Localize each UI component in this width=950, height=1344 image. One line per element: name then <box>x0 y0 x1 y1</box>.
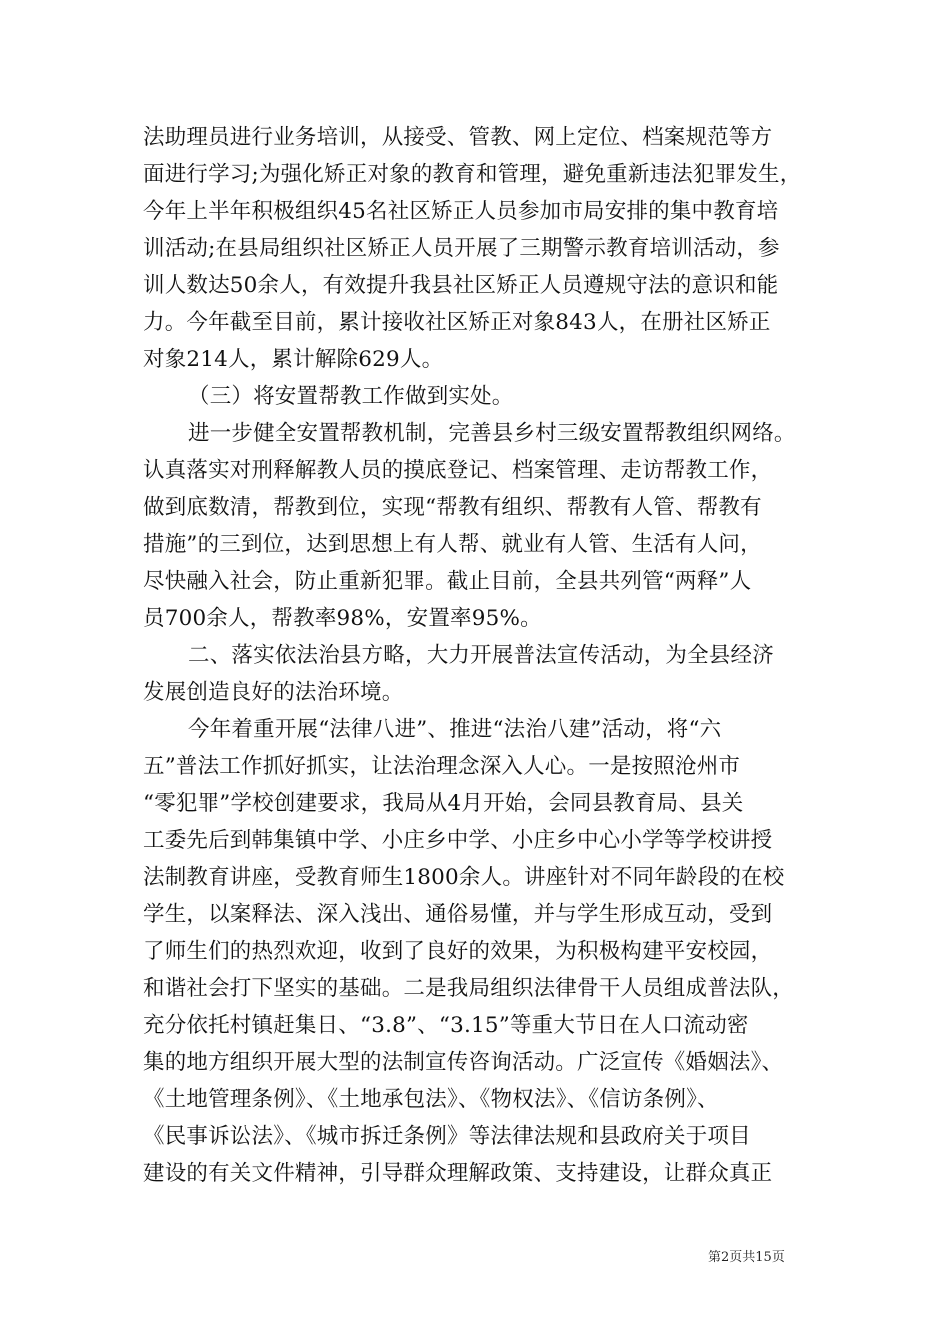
text-line: 进一步健全安置帮教机制，完善县乡村三级安置帮教组织网络。 <box>188 421 796 446</box>
text-line: 法助理员进行业务培训，从接受、管教、网上定位、档案规范等方 <box>143 125 773 150</box>
text-line: 《民事诉讼法》、《城市拆迁条例》等法律法规和县政府关于项目 <box>143 1124 751 1149</box>
text-line: 员700余人，帮教率98%，安置率95%。 <box>143 606 542 631</box>
text-line: 做到底数清，帮教到位，实现“帮教有组织、帮教有人管、帮教有 <box>143 495 762 520</box>
text-line: 工委先后到韩集镇中学、小庄乡中学、小庄乡中心小学等学校讲授 <box>143 828 773 853</box>
text-line: 认真落实对刑释解教人员的摸底登记、档案管理、走访帮教工作， <box>143 458 773 483</box>
text-line: “零犯罪”学校创建要求，我局从4月开始，会同县教育局、县关 <box>143 791 744 816</box>
text-line: 和谐社会打下坚实的基础。二是我局组织法律骨干人员组成普法队， <box>143 976 795 1001</box>
text-line: 今年上半年积极组织45名社区矫正人员参加市局安排的集中教育培 <box>143 199 779 224</box>
text-line: 了师生们的热烈欢迎，收到了良好的效果，为积极构建平安校园， <box>143 939 773 964</box>
text-line: 力。今年截至目前，累计接收社区矫正对象843人，在册社区矫正 <box>143 310 771 335</box>
text-line: 《土地管理条例》、《土地承包法》、《物权法》、《信访条例》、 <box>143 1087 719 1112</box>
text-line: 建设的有关文件精神，引导群众理解政策、支持建设，让群众真正 <box>143 1161 773 1186</box>
text-line: 对象214人，累计解除629人。 <box>143 347 444 372</box>
text-line: 学生，以案释法、深入浅出、通俗易懂，并与学生形成互动，受到 <box>143 902 773 927</box>
text-line: 发展创造良好的法治环境。 <box>143 680 404 705</box>
text-line: 面进行学习;为强化矫正对象的教育和管理，避免重新违法犯罪发生， <box>143 162 802 187</box>
text-line: 充分依托村镇赶集日、“3.8”、“3.15”等重大节日在人口流动密 <box>143 1013 749 1038</box>
text-line: 训人数达50余人，有效提升我县社区矫正人员遵规守法的意识和能 <box>143 273 779 298</box>
section-heading: 二、落实依法治县方略，大力开展普法宣传活动，为全县经济 <box>188 643 774 668</box>
section-heading: （三）将安置帮教工作做到实处。 <box>188 384 514 409</box>
text-line: 法制教育讲座，受教育师生1800余人。讲座针对不同年龄段的在校 <box>143 865 785 890</box>
text-line: 训活动;在县局组织社区矫正人员开展了三期警示教育培训活动，参 <box>143 236 780 261</box>
text-line: 今年着重开展“法律八进”、推进“法治八建”活动，将“六 <box>188 717 722 742</box>
text-line: 五”普法工作抓好抓实，让法治理念深入人心。一是按照沧州市 <box>143 754 741 779</box>
text-line: 集的地方组织开展大型的法制宣传咨询活动。广泛宣传《婚姻法》、 <box>143 1050 784 1075</box>
text-line: 措施”的三到位，达到思想上有人帮、就业有人管、生活有人问， <box>143 532 762 557</box>
page-number: 第2页共15页 <box>708 1250 785 1265</box>
text-line: 尽快融入社会，防止重新犯罪。截止目前，全县共列管“两释”人 <box>143 569 752 594</box>
